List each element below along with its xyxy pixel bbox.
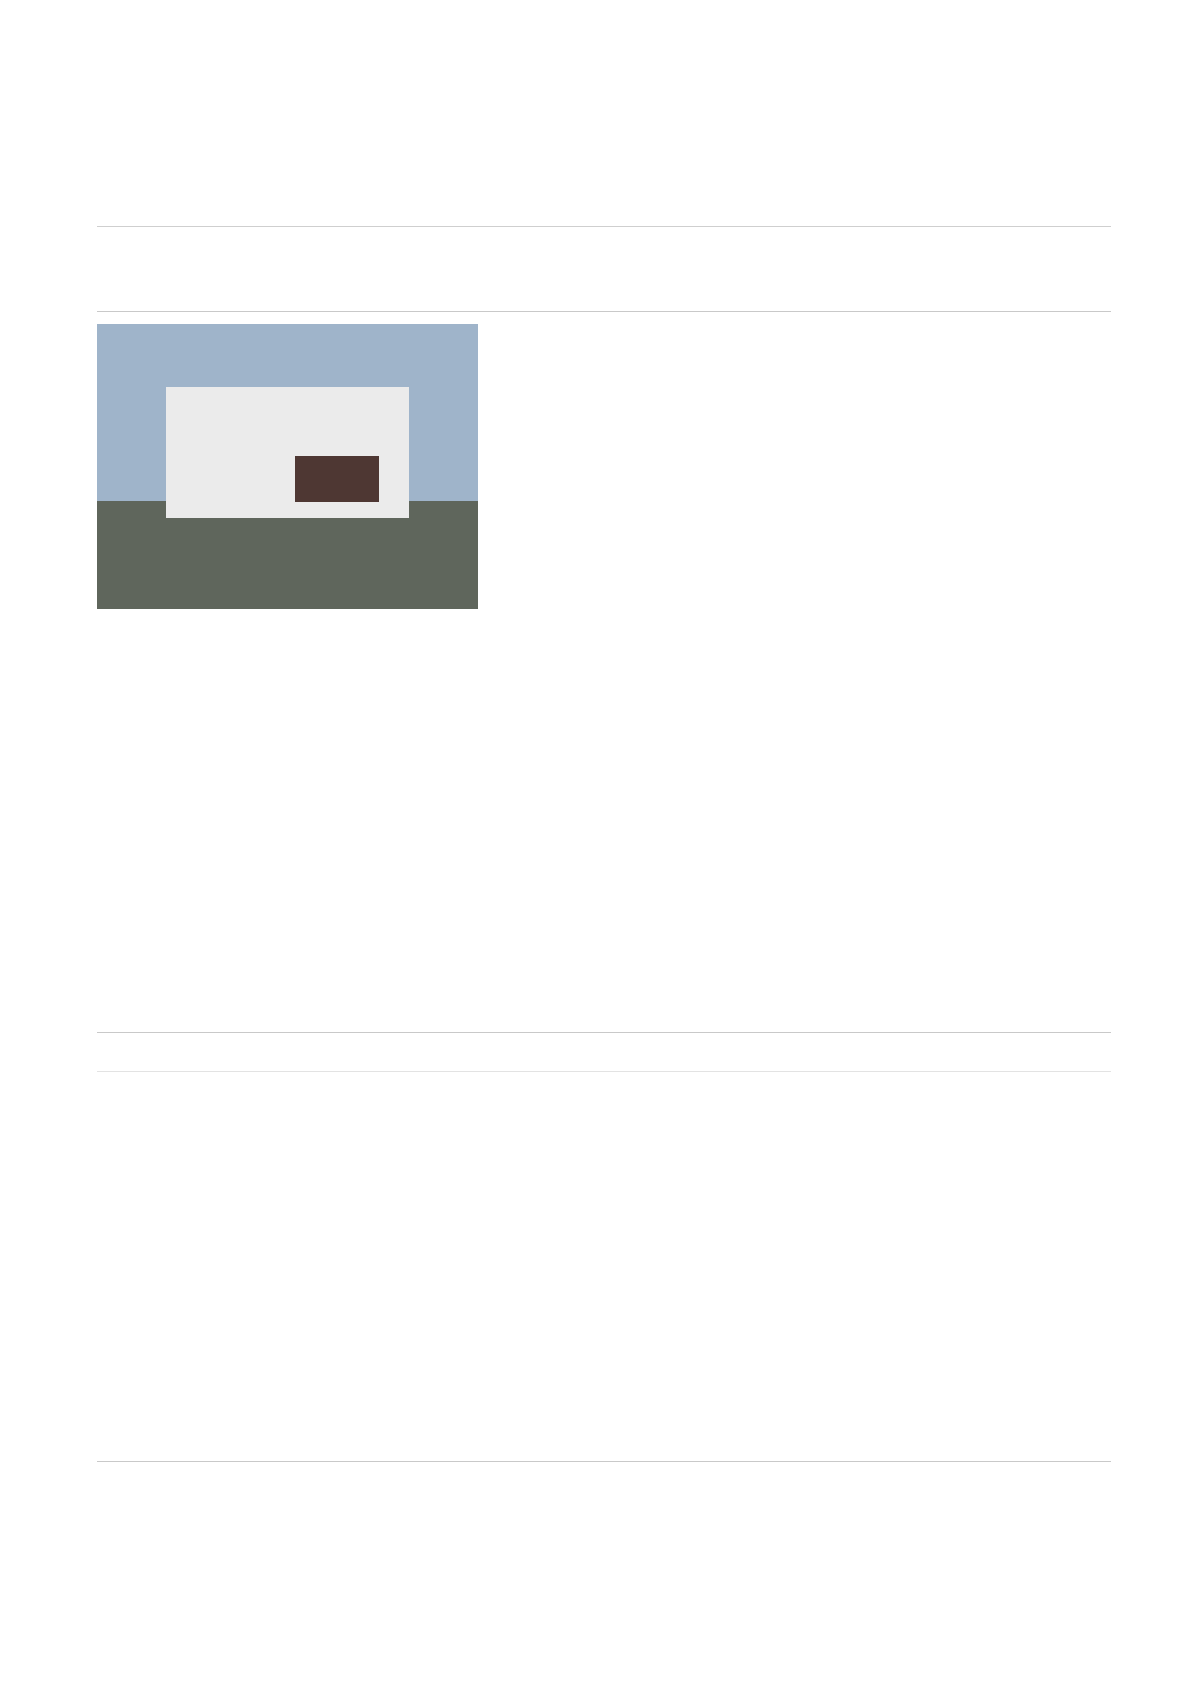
section-divider [97,1461,1111,1462]
section-divider [97,1032,1111,1033]
section-divider [97,311,1111,312]
page [97,0,1111,1698]
header-divider [97,226,1111,227]
year-header-divider [97,1071,1111,1072]
year-header-row [97,1043,1111,1071]
nomadstamp-logo-icon [99,100,185,186]
vehicle-photo [97,324,478,609]
document-header [97,100,1111,190]
photo-van-window [295,456,379,502]
